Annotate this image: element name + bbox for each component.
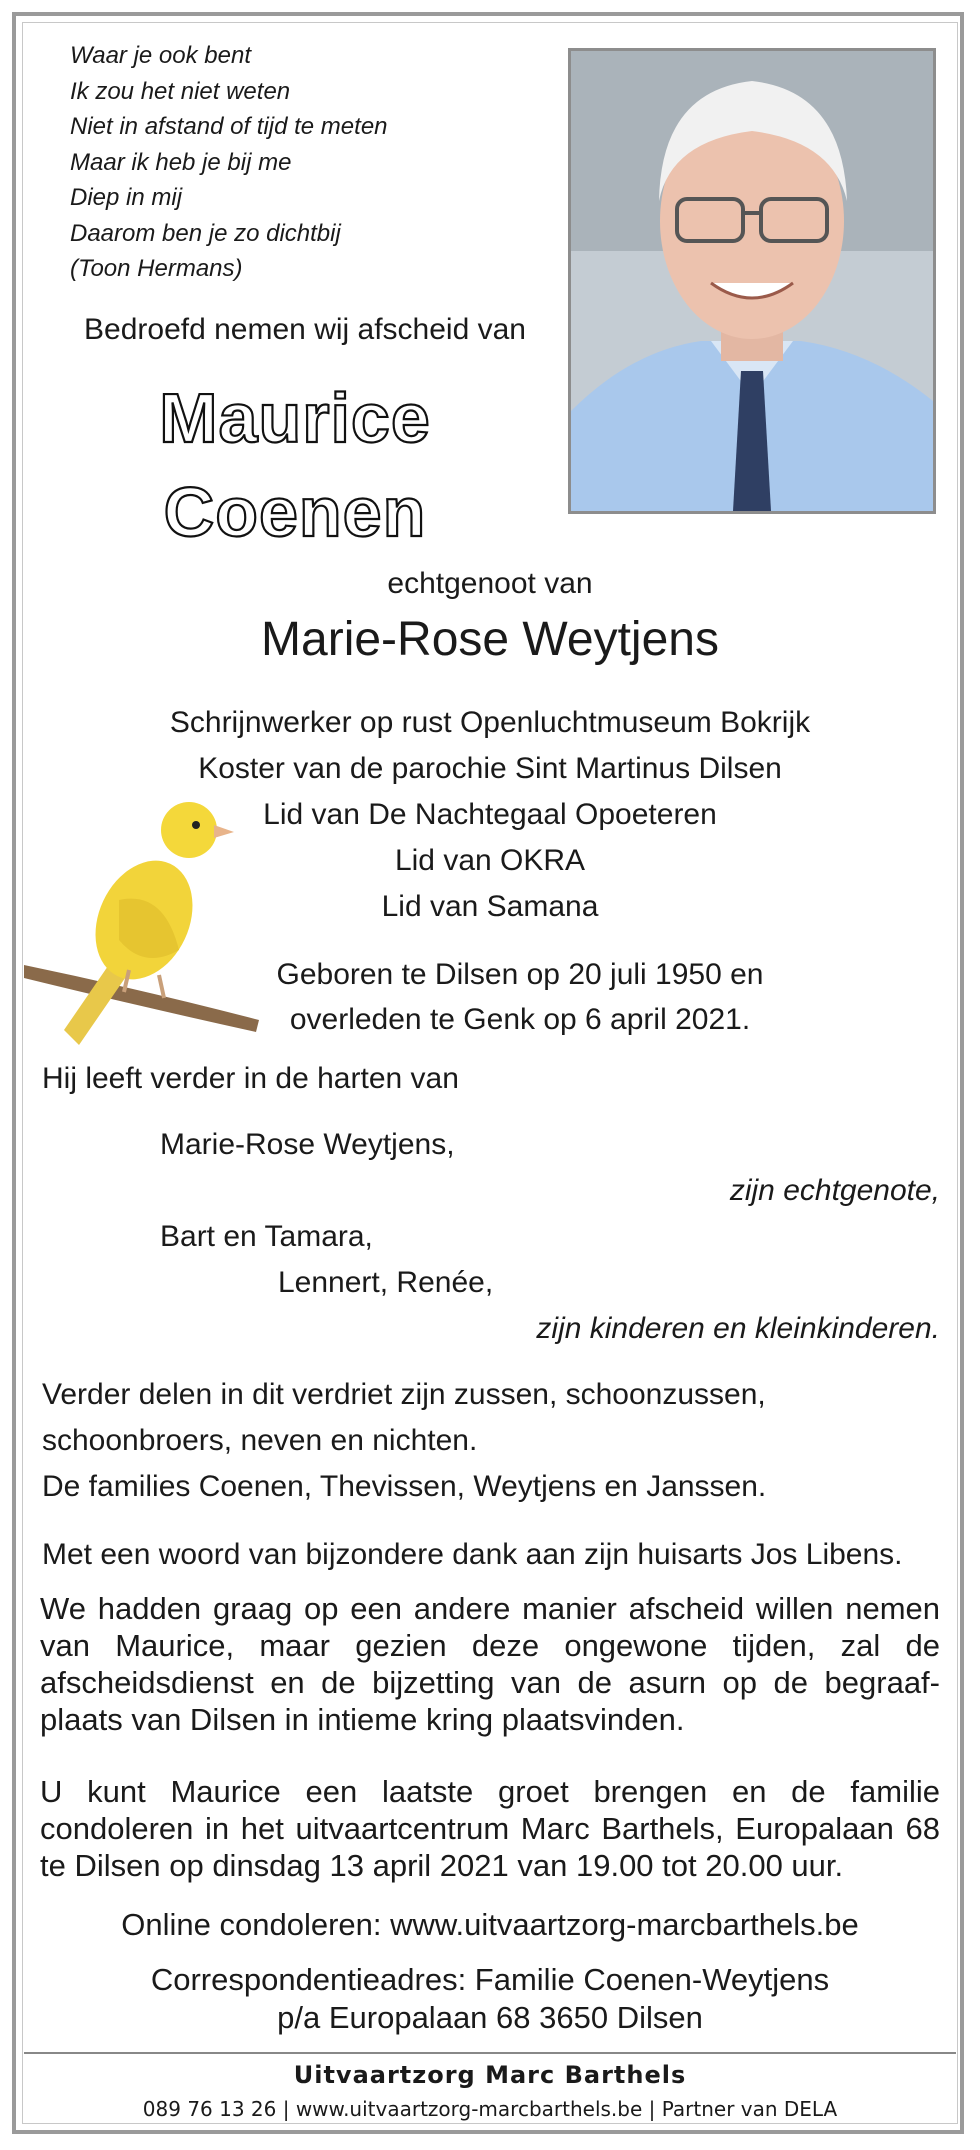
ceremony-text: We hadden graag op een andere manier afscheid willen nemen van Maurice, maar gezien deze ongewone tijden, zal de afscheidsdienst en de bijzetting van de asurn op de begraaf-plaats van Dilsen in intieme kring plaatsvinden. [40,1591,940,1737]
birth-line: Geboren te Dilsen op 20 juli 1950 en [276,958,764,991]
poem-line: Ik zou het niet weten [70,77,291,105]
role-item: Schrijnwerker op rust Openluchtmuseum Bokrijk [169,706,811,739]
family-grandchildren: Lennert, Renée, [278,1266,494,1299]
family-child: Bart en Tamara, [160,1220,373,1253]
shared-line-1: Verder delen in dit verdriet zijn zussen, schoonzussen, [42,1378,766,1411]
canary-image [24,800,264,1050]
family-spouse: Marie-Rose Weytjens, [160,1128,455,1161]
poem-line: Diep in mij [70,184,183,211]
thanks-text: Met een woord van bijzondere dank aan zijn huisarts Jos Libens. [42,1538,903,1571]
poem-author: (Toon Hermans) [70,255,243,282]
portrait-illustration [571,51,933,511]
intro-text: Bedroefd nemen wij afscheid van [84,313,526,346]
poem [70,38,388,287]
poem-line: Daarom ben je zo dichtbij [70,219,341,247]
poem-line: Waar je ook bent [70,42,251,69]
families-line: De families Coenen, Thevissen, Weytjens en Janssen. [42,1470,767,1503]
portrait-photo [568,48,936,514]
family-children-role: zijn kinderen en kleinkinderen. [536,1312,940,1345]
address-line-1: Correspondentieadres: Familie Coenen-Weytjens [150,1962,830,1997]
address-line-2: p/a Europalaan 68 3650 Dilsen [277,2000,703,2035]
footer-divider [24,2052,956,2054]
poem-line: Maar ik heb je bij me [70,148,292,176]
spouse-label: echtgenoot van [387,567,593,600]
birth-death-info [270,952,770,1042]
role-item: Koster van de parochie Sint Martinus Dilsen [198,752,782,785]
online-condolence: Online condoleren: www.uitvaartzorg-marcbarthels.be [121,1907,859,1942]
canary-illustration [24,800,264,1050]
family-spouse-role: zijn echtgenote, [729,1174,940,1207]
role-item: Lid van Samana [381,890,599,923]
visit-text: U kunt Maurice een laatste groet brengen en de familie condoleren in het uitvaartcentrum Marc Barthels, Europalaan 68 te Dilsen op dinsdag 13 april 2021 van 19.00 tot 20.00 uur. [40,1774,940,1883]
footer-company: Uitvaartzorg Marc Barthels [293,2061,687,2089]
poem-line: Niet in afstand of tijd te meten [70,113,388,140]
heart-intro: Hij leeft verder in de harten van [42,1062,459,1095]
role-item: Lid van OKRA [394,844,586,877]
death-line: overleden te Genk op 6 april 2021. [289,1003,751,1036]
shared-line-2: schoonbroers, neven en nichten. [42,1424,478,1457]
footer-info: 089 76 13 26 | www.uitvaartzorg-marcbarthels.be | Partner van DELA [142,2097,838,2121]
deceased-first-name: Maurice [159,379,431,457]
role-item: Lid van De Nachtegaal Opoeteren [263,798,717,831]
deceased-last-name: Coenen [163,473,427,551]
spouse-name: Marie-Rose Weytjens [261,613,719,666]
